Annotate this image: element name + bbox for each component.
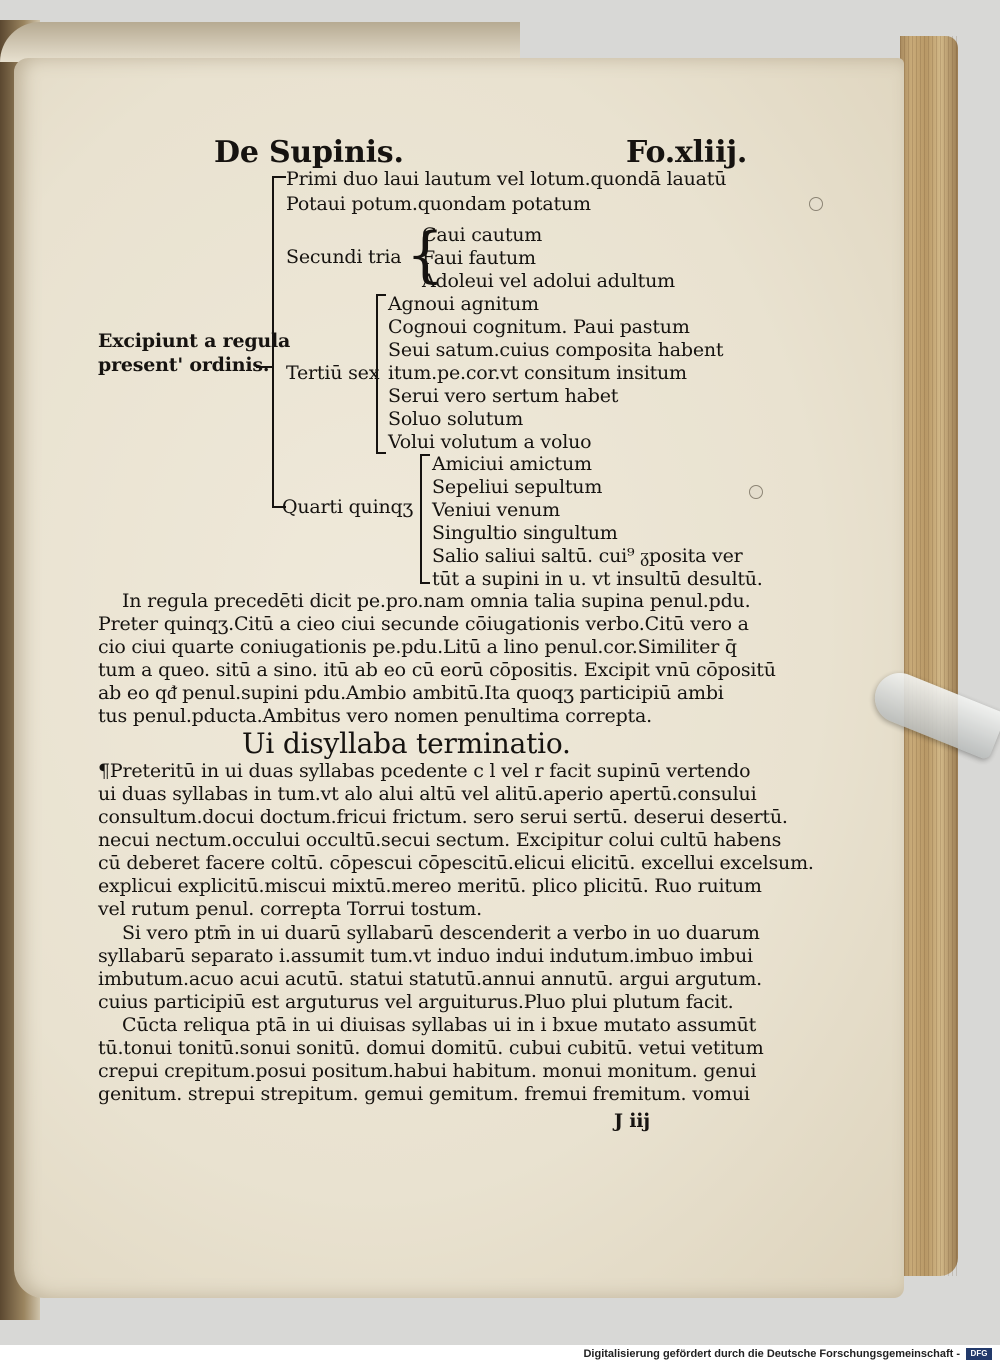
- bracket-tick: [420, 582, 430, 584]
- diagram-line: Adoleui vel adolui adultum: [422, 270, 675, 292]
- diagram-line: Cognoui cognitum. Paui pastum: [388, 316, 690, 338]
- diagram-line: Sepeliui sepultum: [432, 476, 603, 498]
- text-line: necui nectum.occului occultū.secui sectum. Excipitur colui cultū habens: [98, 829, 782, 851]
- diagram-line: Primi duo laui lautum vel lotum.quondā lauatū: [286, 168, 727, 190]
- text-line: consultum.docui doctum.fricui frictum. sero serui sertū. deserui desertū.: [98, 806, 788, 828]
- diagram-line: Salio saliui saltū. cui⁹ ᵹposita ver: [432, 545, 743, 567]
- text-line: vel rutum penul. correpta Torrui tostum.: [98, 898, 482, 920]
- text-line: Preter quinqʒ.Citū a cieo ciui secunde cōiugationis verbo.Citū vero a: [98, 613, 749, 635]
- running-title: De Supinis.: [214, 135, 404, 170]
- diagram-line: tūt a supini in u. vt insultū desultū.: [432, 568, 763, 590]
- text-line: tū.tonui tonitū.sonui sonitū. domui domitū. cubui cubitū. vetui vetitum: [98, 1037, 764, 1059]
- diagram-group-label: Quarti quinqʒ: [282, 496, 413, 518]
- text-line: syllabarū separato i.assumit tum.vt induo indui indutum.imbuo imbui: [98, 945, 753, 967]
- text-line: Si vero ptm̄ in ui duarū syllabarū descenderit a verbo in uo duarum: [122, 922, 760, 944]
- diagram-line: itum.pe.cor.vt consitum insitum: [388, 362, 687, 384]
- text-line: cū deberet facere coltū. cōpescui cōpescitū.elicui elicitū. excellui excelsum.: [98, 852, 814, 874]
- diagram-line: Agnoui agnitum: [388, 293, 539, 315]
- diagram-line: Potaui potum.quondam potatum: [286, 193, 591, 215]
- diagram-line: Caui cautum: [422, 224, 543, 246]
- dfg-logo: DFG: [966, 1348, 992, 1360]
- bracket-tick: [420, 454, 430, 456]
- group4-bracket-line: [420, 454, 422, 582]
- paper-hole: [749, 485, 763, 499]
- diagram-group-label: Tertiū sex: [286, 362, 380, 384]
- text-line: imbutum.acuo acui acutū. statui statutū.annui annutū. argui argutum.: [98, 968, 762, 990]
- folio-number: Fo.xliij.: [626, 135, 748, 170]
- text-line: cio ciui quarte coniugationis pe.pdu.Litū a lino penul.cor.Similiter q̄: [98, 636, 737, 658]
- text-line: genitum. strepui strepitum. gemui gemitum. fremui fremitum. vomui: [98, 1083, 750, 1105]
- diagram-line: Singultio singultum: [432, 522, 618, 544]
- diagram-line: Faui fautum: [422, 247, 536, 269]
- diagram-group-label: Secundi tria: [286, 246, 402, 268]
- bracket-tick: [272, 176, 286, 178]
- diagram-line: Volui volutum a voluo: [388, 431, 592, 453]
- diagram-line: Amiciui amictum: [432, 453, 592, 475]
- curly-brace: {: [406, 220, 445, 290]
- diagram-line: Seui satum.cuius composita habent: [388, 339, 724, 361]
- text-line: tus penul.pducta.Ambitus vero nomen penultima correpta.: [98, 705, 652, 727]
- text-line: ui duas syllabas in tum.vt alo alui altū vel alitū.aperio apertū.consului: [98, 783, 757, 805]
- paper-hole: [809, 197, 823, 211]
- diagram-line: Serui vero sertum habet: [388, 385, 619, 407]
- page-stack-edge: [900, 36, 958, 1276]
- text-line: explicui explicitū.miscui mixtū.mereo meritū. plico plicitū. Ruo ruitum: [98, 875, 762, 897]
- text-line: ¶Preteritū in ui duas syllabas pcedente c l vel r facit supinū vertendo: [98, 760, 751, 782]
- section-heading: Ui disyllaba terminatio.: [242, 727, 571, 760]
- footer-bar: [0, 1345, 1000, 1363]
- text-line: crepui crepitum.posui positum.habui habitum. monui monitum. genui: [98, 1060, 757, 1082]
- bracket-tick: [376, 294, 386, 296]
- funding-credit: Digitalisierung gefördert durch die Deutsche Forschungsgemeinschaft -: [583, 1348, 960, 1360]
- diagram-main-label: present' ordinis.: [98, 354, 270, 376]
- diagram-main-label: Excipiunt a regula: [98, 330, 291, 352]
- text-line: Cūcta reliqua ptā in ui diuisas syllabas ui in i bxue mutato assumūt: [122, 1014, 757, 1036]
- signature-mark: J iij: [614, 1110, 650, 1132]
- book-page: [14, 58, 904, 1298]
- text-line: In regula precedēti dicit pe.pro.nam omnia talia supina penul.pdu.: [122, 590, 751, 612]
- text-line: ab eo qᵭ penul.supini pdu.Ambio ambitū.Ita quoqʒ participiū ambi: [98, 682, 724, 704]
- bracket-tick: [376, 452, 386, 454]
- text-line: cuius participiū est arguturus vel arguiturus.Pluo plui plutum facit.: [98, 991, 734, 1013]
- text-line: tum a queo. sitū a sino. itū ab eo cū eorū cōpositis. Excipit vnū cōpositū: [98, 659, 776, 681]
- book-top-fold: [0, 22, 520, 62]
- diagram-line: Soluo solutum: [388, 408, 524, 430]
- diagram-line: Veniui venum: [432, 499, 560, 521]
